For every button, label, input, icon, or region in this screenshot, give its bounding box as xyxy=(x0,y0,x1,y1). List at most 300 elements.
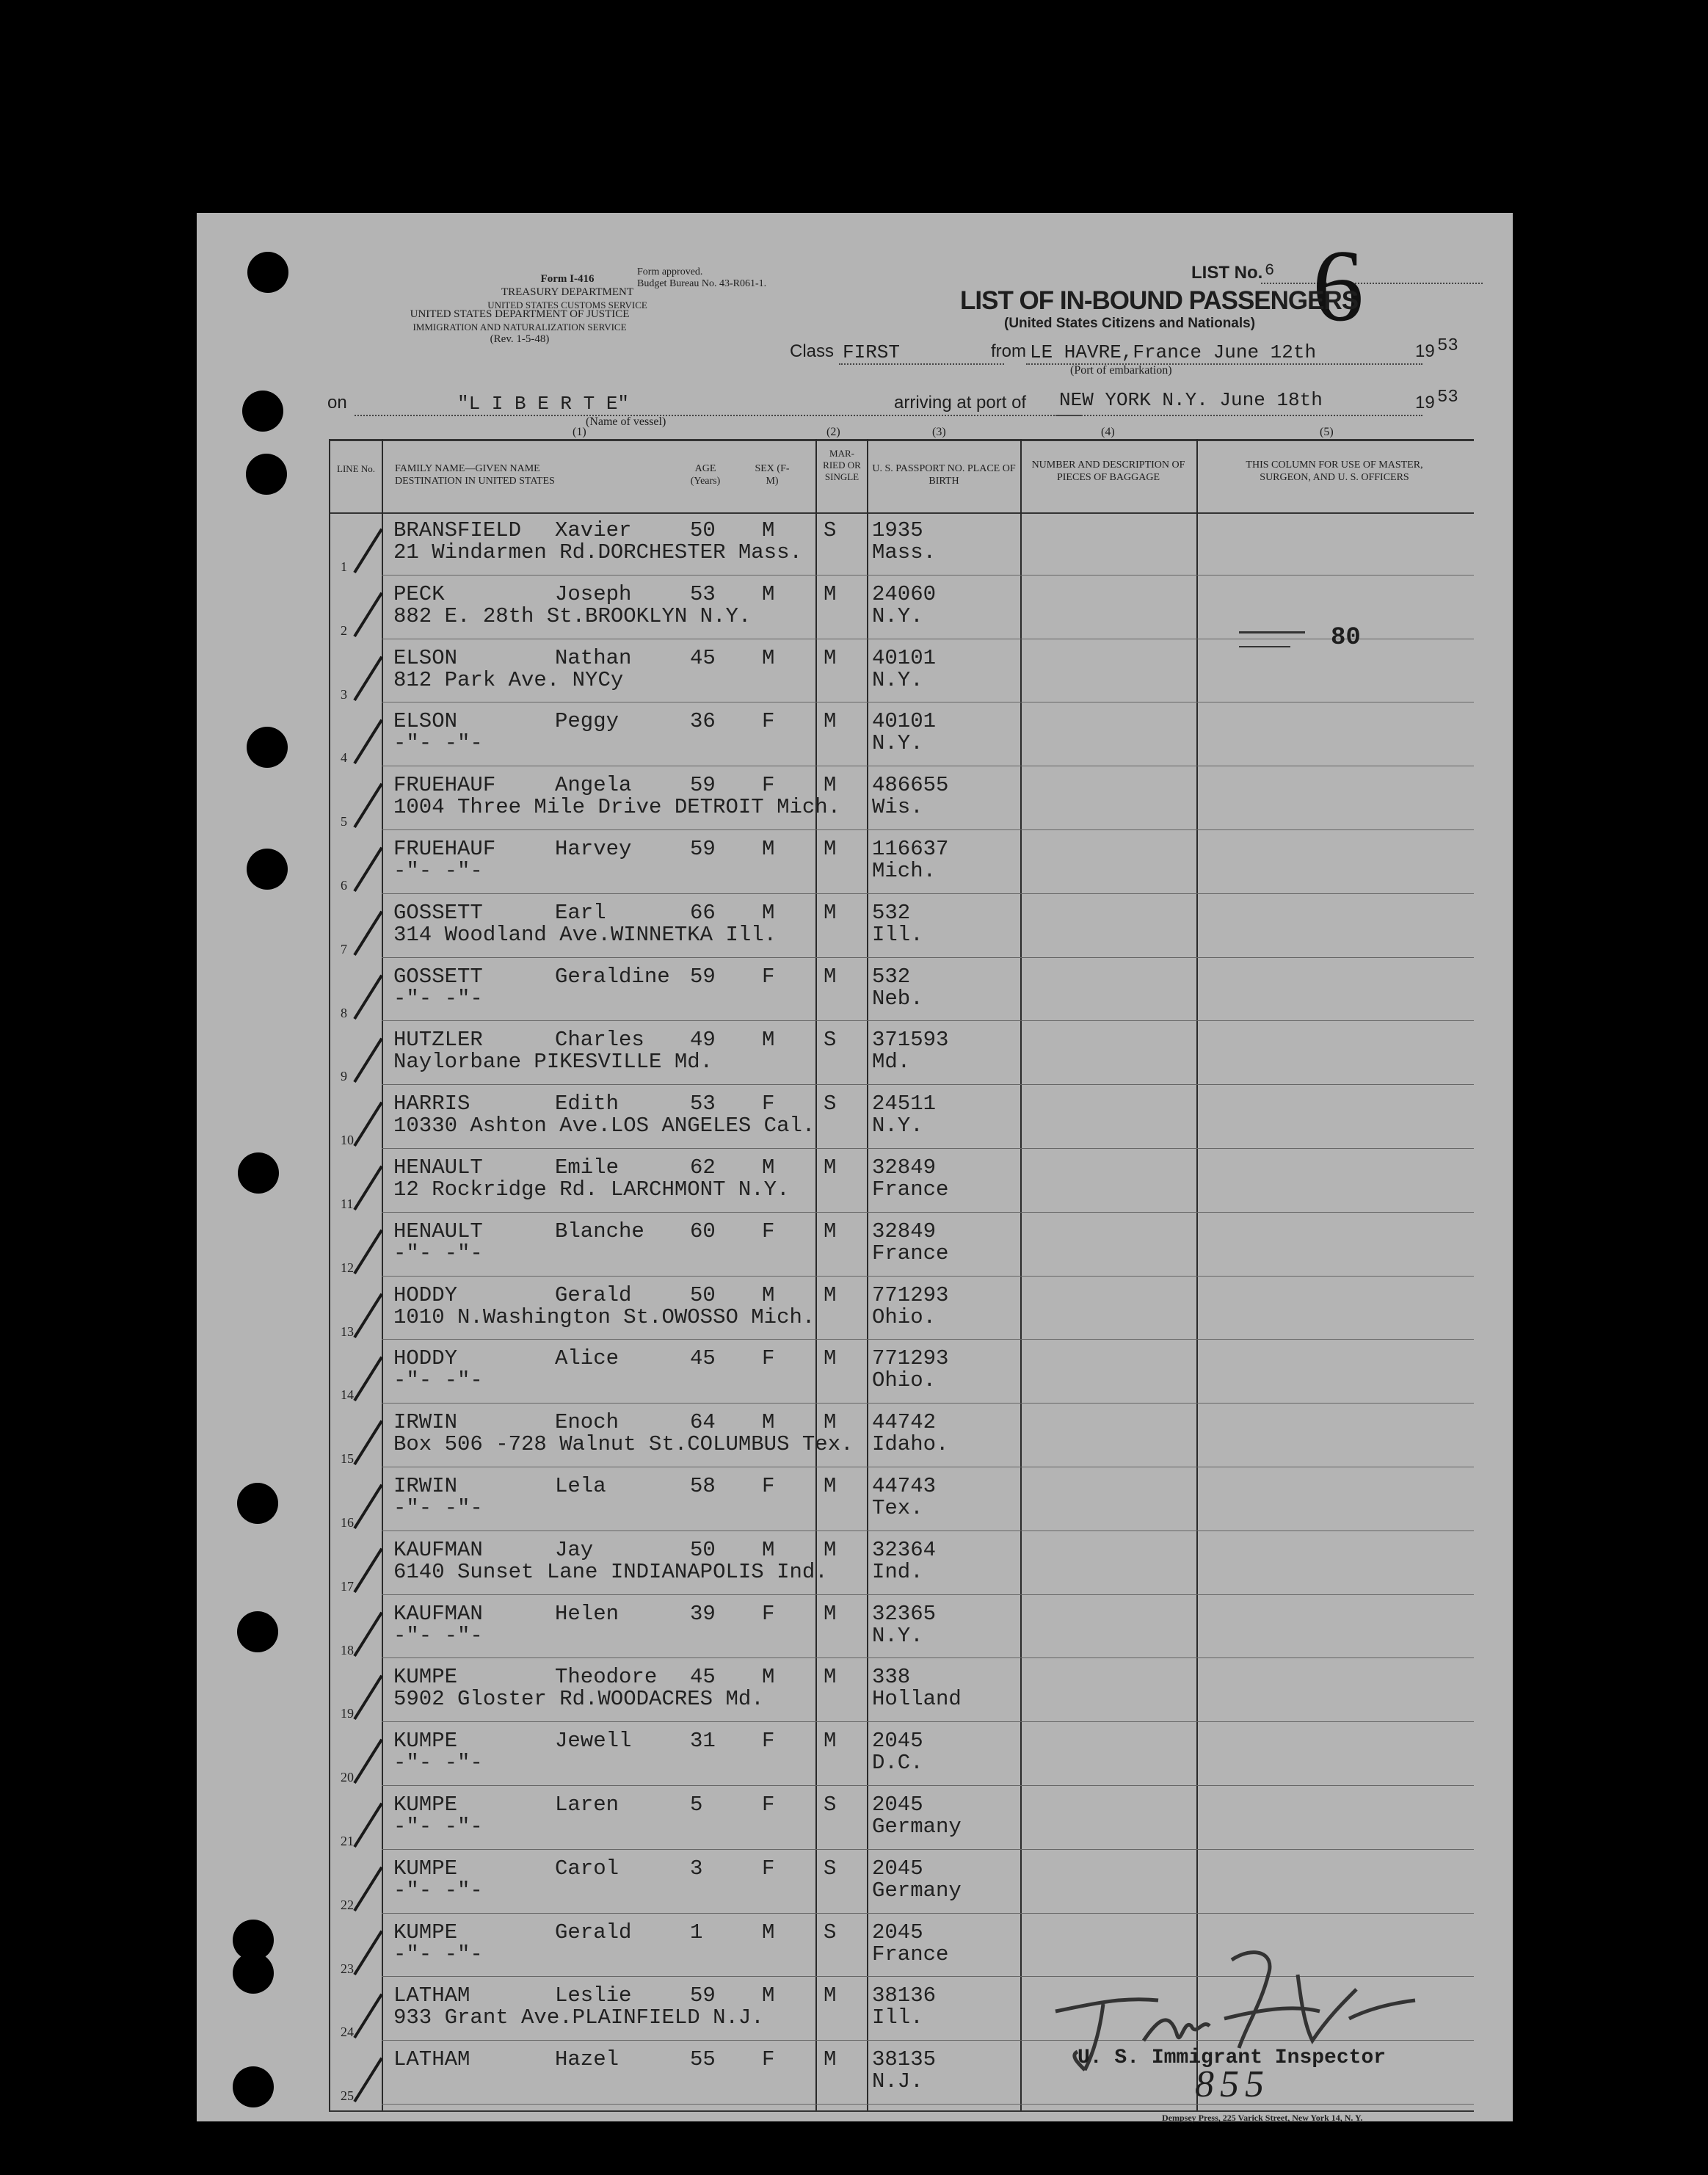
passenger-birthplace: N.Y. xyxy=(872,667,923,692)
passenger-birthplace: N.Y. xyxy=(872,603,923,628)
passenger-passport-no: 532 xyxy=(872,964,911,989)
line-number: 13 xyxy=(341,1323,354,1339)
passenger-destination: 21 Windarmen Rd.DORCHESTER Mass. xyxy=(393,540,802,564)
check-mark xyxy=(353,1930,382,1975)
year-prefix-2: 19 xyxy=(1415,393,1435,413)
check-mark xyxy=(353,1866,382,1911)
passenger-sex: M xyxy=(762,1537,775,1562)
passenger-destination: 1004 Three Mile Drive DETROIT Mich. xyxy=(393,795,841,820)
check-mark xyxy=(353,656,382,700)
passenger-given-name: Angela xyxy=(555,773,632,798)
line-number: 15 xyxy=(341,1451,354,1467)
vessel-name: "L I B E R T E" xyxy=(457,393,630,415)
passenger-destination: -"- -"- xyxy=(393,731,483,756)
line-number: 4 xyxy=(341,750,347,766)
passenger-age: 64 xyxy=(690,1410,716,1435)
passenger-age: 59 xyxy=(690,773,716,798)
passenger-birthplace: Neb. xyxy=(872,986,923,1011)
passenger-given-name: Joseph xyxy=(555,581,632,606)
check-mark xyxy=(353,1102,382,1147)
passenger-family-name: LATHAM xyxy=(393,1983,470,2008)
form-approved: Form approved. xyxy=(637,266,703,277)
passenger-marital-status: M xyxy=(824,1282,837,1307)
passenger-family-name: GOSSETT xyxy=(393,900,483,925)
col-sex-header: SEX (F-M) xyxy=(755,463,790,487)
col-num-4: (4) xyxy=(1101,426,1115,438)
passenger-age: 36 xyxy=(690,709,716,734)
passenger-passport-no: 32849 xyxy=(872,1155,937,1180)
passenger-sex: F xyxy=(762,1474,775,1498)
passenger-age: 58 xyxy=(690,1474,716,1498)
line-number: 21 xyxy=(341,1834,354,1848)
on-label: on xyxy=(327,393,347,413)
passenger-destination: Naylorbane PIKESVILLE Md. xyxy=(393,1050,713,1075)
passenger-sex: F xyxy=(762,2047,775,2072)
passenger-destination: 6140 Sunset Lane INDIANAPOLIS Ind. xyxy=(393,1559,828,1584)
passenger-birthplace: Germany xyxy=(872,1815,962,1839)
punch-hole xyxy=(246,454,287,495)
passenger-passport-no: 40101 xyxy=(872,709,937,734)
check-mark xyxy=(353,1293,382,1337)
passenger-birthplace: Md. xyxy=(872,1050,911,1075)
row-divider xyxy=(382,893,1474,894)
row-divider xyxy=(382,1084,1474,1085)
passenger-given-name: Blanche xyxy=(555,1219,644,1243)
passenger-birthplace: Ill. xyxy=(872,922,923,947)
row-divider xyxy=(382,1913,1474,1914)
row-divider xyxy=(382,1657,1474,1658)
passenger-age: 5 xyxy=(690,1793,703,1817)
passenger-age: 49 xyxy=(690,1028,716,1053)
col-line-header: LINE No. xyxy=(337,463,375,474)
passenger-age: 59 xyxy=(690,1983,716,2008)
punch-hole xyxy=(247,727,288,768)
passenger-destination: -"- -"- xyxy=(393,1496,483,1520)
passenger-given-name: Jay xyxy=(555,1537,594,1562)
passenger-marital-status: S xyxy=(824,518,837,542)
line-number: 3 xyxy=(341,686,347,702)
from-label: from xyxy=(991,341,1026,361)
line-number: 7 xyxy=(341,941,347,956)
row-divider xyxy=(382,957,1474,958)
passenger-passport-no: 32365 xyxy=(872,1601,937,1626)
passenger-family-name: HENAULT xyxy=(393,1155,483,1180)
passenger-given-name: Jewell xyxy=(555,1729,632,1754)
passenger-given-name: Earl xyxy=(555,900,606,925)
passenger-given-name: Gerald xyxy=(555,1282,632,1307)
passenger-family-name: KUMPE xyxy=(393,1856,458,1881)
passenger-age: 39 xyxy=(690,1601,716,1626)
check-mark xyxy=(353,1994,382,2038)
passenger-destination: 5902 Gloster Rd.WOODACRES Md. xyxy=(393,1687,764,1712)
passenger-age: 53 xyxy=(690,1092,716,1116)
passenger-sex: F xyxy=(762,1219,775,1243)
passenger-passport-no: 32364 xyxy=(872,1537,937,1562)
passenger-marital-status: S xyxy=(824,1028,837,1053)
line-number: 1 xyxy=(341,559,347,574)
passenger-age: 55 xyxy=(690,2047,716,2072)
form-number: Form I-416 xyxy=(540,273,595,285)
passenger-destination: 12 Rockridge Rd. LARCHMONT N.Y. xyxy=(393,1177,790,1202)
line-number: 22 xyxy=(341,1897,354,1912)
inspector-number: 855 xyxy=(1195,2063,1270,2105)
passenger-birthplace: Wis. xyxy=(872,795,923,820)
passenger-birthplace: Mich. xyxy=(872,859,937,883)
passenger-destination: -"- -"- xyxy=(393,1368,483,1393)
passenger-sex: F xyxy=(762,1729,775,1754)
passenger-sex: F xyxy=(762,964,775,989)
passenger-passport-no: 40101 xyxy=(872,645,937,670)
col-baggage-header: NUMBER AND DESCRIPTION OF PIECES OF BAGGAGE xyxy=(1031,460,1185,483)
passenger-destination: -"- -"- xyxy=(393,986,483,1011)
passenger-sex: M xyxy=(762,1028,775,1053)
passenger-marital-status: M xyxy=(824,709,837,734)
passenger-age: 59 xyxy=(690,964,716,989)
check-mark xyxy=(353,1420,382,1465)
passenger-sex: F xyxy=(762,1092,775,1116)
signature-text xyxy=(1151,2004,1155,2005)
passenger-family-name: KAUFMAN xyxy=(393,1601,483,1626)
passenger-sex: M xyxy=(762,645,775,670)
line-number: 16 xyxy=(341,1515,354,1530)
passenger-birthplace: France xyxy=(872,1177,949,1202)
passenger-marital-status: M xyxy=(824,837,837,861)
passenger-family-name: KAUFMAN xyxy=(393,1537,483,1562)
row-divider xyxy=(382,1721,1474,1722)
list-number-handwritten: 6 xyxy=(1312,229,1364,343)
year-2: 53 xyxy=(1437,388,1458,407)
manifest-page xyxy=(197,213,1513,2121)
passenger-family-name: HUTZLER xyxy=(393,1028,483,1053)
passenger-destination: 314 Woodland Ave.WINNETKA Ill. xyxy=(393,922,777,947)
passenger-marital-status: S xyxy=(824,1092,837,1116)
passenger-family-name: BRANSFIELD xyxy=(393,518,522,542)
passenger-marital-status: M xyxy=(824,1665,837,1690)
passenger-family-name: HENAULT xyxy=(393,1219,483,1243)
passenger-sex: F xyxy=(762,1856,775,1881)
passenger-marital-status: M xyxy=(824,1601,837,1626)
passenger-marital-status: M xyxy=(824,1983,837,2008)
passenger-marital-status: M xyxy=(824,645,837,670)
row-divider xyxy=(382,1594,1474,1595)
row-divider xyxy=(382,1276,1474,1277)
passenger-given-name: Theodore xyxy=(555,1665,658,1690)
passenger-age: 62 xyxy=(690,1155,716,1180)
passenger-marital-status: M xyxy=(824,1537,837,1562)
passenger-marital-status: M xyxy=(824,1346,837,1371)
vessel-caption: (Name of vessel) xyxy=(586,415,666,428)
passenger-destination: 10330 Ashton Ave.LOS ANGELES Cal. xyxy=(393,1114,815,1139)
passenger-age: 45 xyxy=(690,1346,716,1371)
passenger-age: 59 xyxy=(690,837,716,861)
class-label: Class xyxy=(790,341,835,361)
check-mark xyxy=(353,1484,382,1529)
col-num-1: (1) xyxy=(573,426,586,438)
passenger-marital-status: M xyxy=(824,773,837,798)
col-destination-header: DESTINATION IN UNITED STATES xyxy=(395,476,555,487)
list-label: LIST No. xyxy=(1191,263,1263,283)
row-divider xyxy=(382,1148,1474,1149)
passenger-given-name: Gerald xyxy=(555,1920,632,1945)
passenger-passport-no: 771293 xyxy=(872,1346,949,1371)
line-number: 10 xyxy=(341,1133,354,1148)
passenger-destination: -"- -"- xyxy=(393,1751,483,1776)
passenger-destination: -"- -"- xyxy=(393,1942,483,1967)
passenger-birthplace: Holland xyxy=(872,1687,962,1712)
line-number: 5 xyxy=(341,814,347,829)
punch-hole xyxy=(237,1611,278,1652)
passenger-marital-status: M xyxy=(824,2047,837,2072)
passenger-given-name: Charles xyxy=(555,1028,644,1053)
passenger-given-name: Helen xyxy=(555,1601,619,1626)
punch-hole xyxy=(233,2066,274,2107)
check-mark xyxy=(353,910,382,955)
line-number: 20 xyxy=(341,1770,354,1785)
passenger-passport-no: 371593 xyxy=(872,1028,949,1053)
passenger-sex: M xyxy=(762,900,775,925)
passenger-given-name: Hazel xyxy=(555,2047,619,2072)
row-divider xyxy=(382,1339,1474,1340)
passenger-family-name: IRWIN xyxy=(393,1474,458,1498)
passenger-marital-status: M xyxy=(824,1729,837,1754)
line-number: 11 xyxy=(341,1197,354,1211)
budget-bureau: Budget Bureau No. 43-R061-1. xyxy=(637,278,767,289)
col-married-header: MAR-RIED OR SINGLE xyxy=(823,448,861,482)
passenger-age: 45 xyxy=(690,645,716,670)
dept-justice-sub: IMMIGRATION AND NATURALIZATION SERVICE xyxy=(413,322,627,333)
passenger-passport-no: 32849 xyxy=(872,1219,937,1243)
passenger-birthplace: D.C. xyxy=(872,1751,923,1776)
passenger-given-name: Emile xyxy=(555,1155,619,1180)
passenger-age: 66 xyxy=(690,900,716,925)
passenger-passport-no: 116637 xyxy=(872,837,949,861)
dept-treasury-sub: UNITED STATES CUSTOMS SERVICE xyxy=(487,299,647,311)
check-mark xyxy=(353,719,382,764)
passenger-given-name: Nathan xyxy=(555,645,632,670)
passenger-passport-no: 2045 xyxy=(872,1793,923,1817)
passenger-passport-no: 532 xyxy=(872,900,911,925)
passenger-destination: 882 E. 28th St.BROOKLYN N.Y. xyxy=(393,603,752,628)
passenger-passport-no: 44743 xyxy=(872,1474,937,1498)
passenger-age: 31 xyxy=(690,1729,716,1754)
revision: (Rev. 1-5-48) xyxy=(490,333,550,345)
punch-hole xyxy=(242,391,283,432)
port-embark-caption: (Port of embarkation) xyxy=(1070,364,1172,377)
passenger-age: 50 xyxy=(690,1537,716,1562)
check-mark xyxy=(353,1739,382,1784)
line-number: 2 xyxy=(341,622,347,638)
passenger-destination: 1010 N.Washington St.OWOSSO Mich. xyxy=(393,1304,815,1329)
passenger-passport-no: 338 xyxy=(872,1665,911,1690)
list-small: 6 xyxy=(1265,261,1275,280)
year-prefix-1: 19 xyxy=(1415,341,1435,361)
row-divider xyxy=(382,1849,1474,1850)
passenger-age: 50 xyxy=(690,1282,716,1307)
row-divider xyxy=(382,1403,1474,1404)
passenger-birthplace: N.J. xyxy=(872,2069,923,2094)
passenger-family-name: PECK xyxy=(393,581,445,606)
row-divider xyxy=(382,2104,1474,2105)
check-mark xyxy=(353,847,382,892)
line-number: 24 xyxy=(341,2025,354,2040)
printer-imprint: Dempsey Press, 225 Varick Street, New York 14, N. Y. xyxy=(1162,2113,1363,2123)
passenger-passport-no: 38136 xyxy=(872,1983,937,2008)
passenger-family-name: FRUEHAUF xyxy=(393,837,496,861)
passenger-birthplace: Ohio. xyxy=(872,1304,937,1329)
passenger-given-name: Edith xyxy=(555,1092,619,1116)
passenger-age: 1 xyxy=(690,1920,703,1945)
check-mark xyxy=(353,1675,382,1720)
row-divider xyxy=(382,1020,1474,1021)
line-number: 9 xyxy=(341,1069,347,1084)
class-value: FIRST xyxy=(843,341,901,363)
passenger-passport-no: 771293 xyxy=(872,1282,949,1307)
check-mark xyxy=(353,974,382,1019)
passenger-family-name: IRWIN xyxy=(393,1410,458,1435)
passenger-marital-status: S xyxy=(824,1920,837,1945)
passenger-birthplace: N.Y. xyxy=(872,731,923,756)
arriving-label: arriving at port of xyxy=(894,393,1027,413)
passenger-given-name: Carol xyxy=(555,1856,619,1881)
passenger-sex: F xyxy=(762,1346,775,1371)
passenger-sex: F xyxy=(762,1793,775,1817)
manifest-title: LIST OF IN-BOUND PASSENGERS xyxy=(960,286,1359,315)
col-num-3: (3) xyxy=(932,426,946,438)
passenger-family-name: KUMPE xyxy=(393,1729,458,1754)
line-number: 8 xyxy=(341,1005,347,1020)
check-mark xyxy=(353,1357,382,1401)
passenger-destination: -"- -"- xyxy=(393,1878,483,1903)
manifest-subtitle: (United States Citizens and Nationals) xyxy=(1004,316,1256,331)
passenger-sex: M xyxy=(762,581,775,606)
check-mark xyxy=(353,1611,382,1656)
passenger-destination: -"- -"- xyxy=(393,1623,483,1648)
passenger-destination: -"- -"- xyxy=(393,1815,483,1839)
year-1: 53 xyxy=(1437,336,1458,356)
punch-hole xyxy=(247,252,288,293)
passenger-birthplace: Ohio. xyxy=(872,1368,937,1393)
officer-annotation: 80 xyxy=(1331,624,1361,652)
passenger-sex: M xyxy=(762,518,775,542)
line-number: 6 xyxy=(341,878,347,893)
passenger-age: 50 xyxy=(690,518,716,542)
passenger-sex: M xyxy=(762,837,775,861)
check-mark xyxy=(353,783,382,828)
passenger-family-name: FRUEHAUF xyxy=(393,773,496,798)
passenger-passport-no: 44742 xyxy=(872,1410,937,1435)
passenger-passport-no: 486655 xyxy=(872,773,949,798)
passenger-given-name: Peggy xyxy=(555,709,619,734)
passenger-birthplace: France xyxy=(872,1241,949,1266)
passenger-given-name: Enoch xyxy=(555,1410,619,1435)
line-number: 18 xyxy=(341,1642,354,1657)
col-officers-header: THIS COLUMN FOR USE OF MASTER, SURGEON, AND U. S. OFFICERS xyxy=(1246,460,1423,483)
passenger-birthplace: Tex. xyxy=(872,1496,923,1520)
passenger-age: 53 xyxy=(690,581,716,606)
passenger-marital-status: M xyxy=(824,900,837,925)
row-divider xyxy=(382,829,1474,830)
line-number: 23 xyxy=(341,1961,354,1976)
arrival-value: NEW YORK N.Y. June 18th xyxy=(1059,389,1323,411)
passenger-marital-status: M xyxy=(824,1155,837,1180)
passenger-given-name: Laren xyxy=(555,1793,619,1817)
passenger-marital-status: S xyxy=(824,1856,837,1881)
check-mark xyxy=(353,1229,382,1274)
check-mark xyxy=(353,1547,382,1592)
passenger-sex: M xyxy=(762,1155,775,1180)
passenger-destination: 812 Park Ave. NYCy xyxy=(393,667,624,692)
passenger-sex: F xyxy=(762,773,775,798)
passenger-birthplace: Ind. xyxy=(872,1559,923,1584)
passenger-age: 60 xyxy=(690,1219,716,1243)
passenger-given-name: Alice xyxy=(555,1346,619,1371)
passenger-birthplace: Mass. xyxy=(872,540,937,564)
passenger-passport-no: 24511 xyxy=(872,1092,937,1116)
passenger-family-name: ELSON xyxy=(393,709,458,734)
check-mark xyxy=(353,1038,382,1083)
passenger-family-name: ELSON xyxy=(393,645,458,670)
passenger-family-name: HODDY xyxy=(393,1282,458,1307)
dept-treasury: TREASURY DEPARTMENT xyxy=(501,286,634,298)
passenger-marital-status: M xyxy=(824,1474,837,1498)
passenger-sex: M xyxy=(762,1282,775,1307)
passenger-family-name: KUMPE xyxy=(393,1920,458,1945)
punch-hole xyxy=(238,1152,279,1194)
passenger-birthplace: Ill. xyxy=(872,2005,923,2030)
check-mark xyxy=(353,1803,382,1848)
passenger-birthplace: Germany xyxy=(872,1878,962,1903)
passenger-given-name: Geraldine xyxy=(555,964,670,989)
passenger-family-name: KUMPE xyxy=(393,1665,458,1690)
passenger-given-name: Lela xyxy=(555,1474,606,1498)
passenger-family-name: GOSSETT xyxy=(393,964,483,989)
passenger-destination: Box 506 -728 Walnut St.COLUMBUS Tex. xyxy=(393,1432,854,1457)
passenger-sex: M xyxy=(762,1983,775,2008)
punch-hole xyxy=(237,1483,278,1524)
passenger-marital-status: S xyxy=(824,1793,837,1817)
passenger-age: 3 xyxy=(690,1856,703,1881)
passenger-destination: -"- -"- xyxy=(393,859,483,883)
passenger-sex: M xyxy=(762,1920,775,1945)
passenger-given-name: Harvey xyxy=(555,837,632,861)
passenger-given-name: Leslie xyxy=(555,1983,632,2008)
passenger-birthplace: N.Y. xyxy=(872,1114,923,1139)
punch-hole xyxy=(247,849,288,890)
passenger-sex: F xyxy=(762,709,775,734)
embarkation-value: LE HAVRE,France June 12th xyxy=(1030,341,1317,363)
passenger-sex: M xyxy=(762,1665,775,1690)
passenger-birthplace: France xyxy=(872,1942,949,1967)
dept-justice: UNITED STATES DEPARTMENT OF JUSTICE xyxy=(410,308,630,320)
passenger-sex: M xyxy=(762,1410,775,1435)
line-number: 14 xyxy=(341,1387,354,1403)
line-number: 12 xyxy=(341,1260,354,1275)
passenger-birthplace: N.Y. xyxy=(872,1623,923,1648)
col-num-2: (2) xyxy=(826,426,840,438)
line-number: 25 xyxy=(341,2088,354,2104)
check-mark xyxy=(353,529,382,573)
passenger-family-name: LATHAM xyxy=(393,2047,470,2072)
check-mark xyxy=(353,1166,382,1210)
col-num-5: (5) xyxy=(1320,426,1334,438)
col-age-header: AGE (Years) xyxy=(690,463,721,487)
passenger-destination: 933 Grant Ave.PLAINFIELD N.J. xyxy=(393,2005,764,2030)
passenger-marital-status: M xyxy=(824,1410,837,1435)
passenger-marital-status: M xyxy=(824,581,837,606)
punch-hole xyxy=(233,1953,274,1994)
check-mark xyxy=(353,2058,382,2102)
inspector-label: U. S. Immigrant Inspector xyxy=(1078,2047,1387,2069)
